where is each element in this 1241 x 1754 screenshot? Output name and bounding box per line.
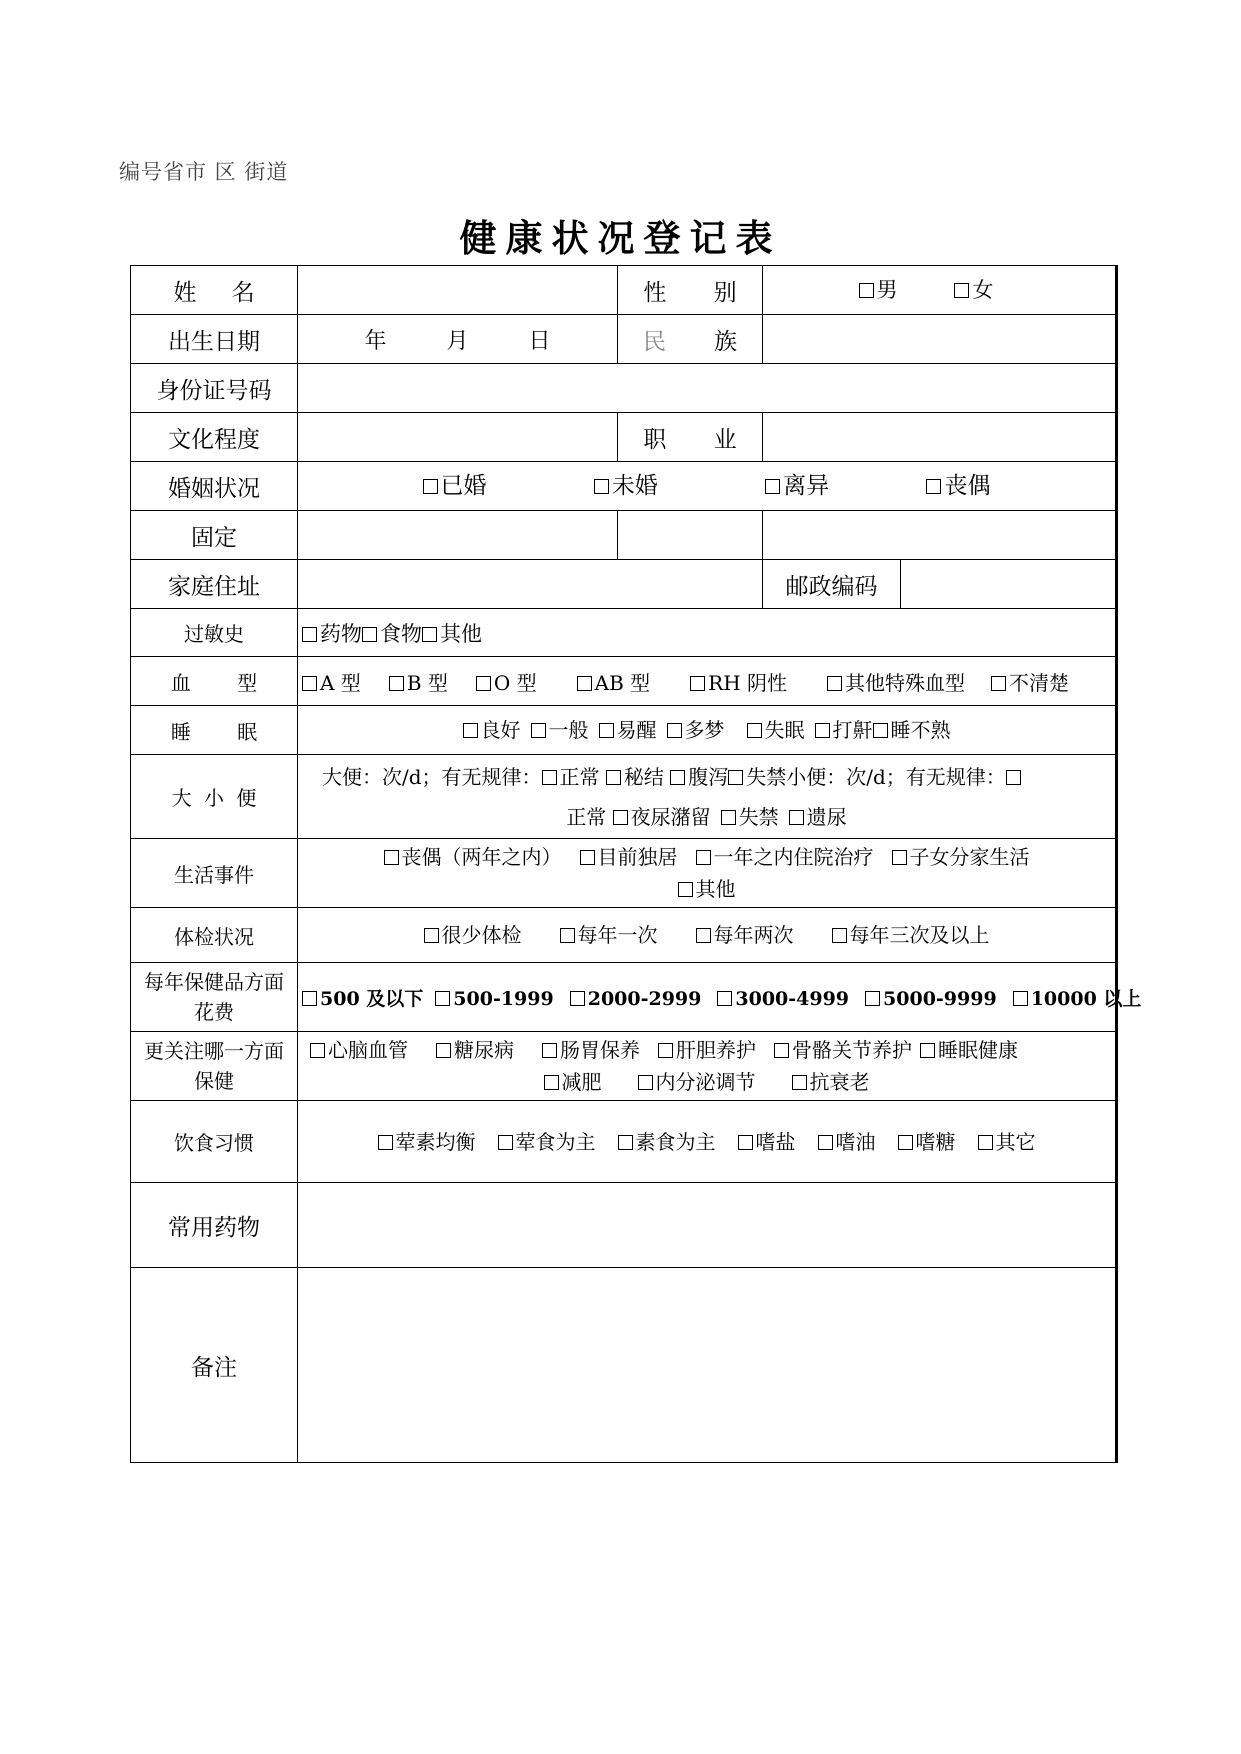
checkup-twice-option[interactable]: 每年两次: [696, 917, 794, 953]
checkbox-icon[interactable]: [302, 627, 317, 642]
blood-unknown-option[interactable]: 不清楚: [991, 667, 1069, 696]
focus-sleep-option[interactable]: 睡眠健康: [920, 1034, 1018, 1066]
allergy-food-option[interactable]: 食物: [362, 622, 422, 646]
spending-4999-option[interactable]: 3000-4999: [717, 988, 849, 1010]
checkbox-icon[interactable]: [424, 928, 439, 943]
marital-label: 婚姻状况: [131, 462, 298, 511]
checkbox-icon[interactable]: [422, 627, 437, 642]
address-field[interactable]: [298, 560, 763, 609]
sleep-label: 睡 眠: [131, 706, 298, 755]
address-label: 家庭住址: [131, 560, 298, 609]
checkbox-icon[interactable]: [580, 850, 595, 865]
checkbox-icon[interactable]: [859, 283, 874, 298]
checkbox-icon[interactable]: [696, 928, 711, 943]
stool-diarrhea-option[interactable]: 腹泻: [670, 765, 728, 789]
sleep-dream-option[interactable]: 多梦: [667, 712, 725, 748]
checkbox-icon[interactable]: [815, 723, 830, 738]
checkbox-icon[interactable]: [690, 676, 705, 691]
checkup-thrice-option[interactable]: 每年三次及以上: [832, 917, 990, 953]
focus-label: 更关注哪一方面 保健: [131, 1032, 298, 1101]
health-registration-table: [130, 265, 1142, 1463]
focus-options: [298, 1032, 1117, 1101]
checkbox-icon[interactable]: [926, 479, 941, 494]
blood-label: 血 型: [131, 657, 298, 706]
checkup-options: [298, 908, 1117, 963]
checkbox-icon[interactable]: [747, 723, 762, 738]
document-number-line: 编号省市 区 街道: [119, 160, 289, 184]
checkbox-icon[interactable]: [954, 283, 969, 298]
focus-diabetes-option[interactable]: 糖尿病: [436, 1034, 514, 1066]
checkbox-icon[interactable]: [463, 723, 478, 738]
focus-weight-option[interactable]: 减肥: [544, 1066, 602, 1098]
fixed-field-c[interactable]: [763, 511, 1117, 560]
checkbox-icon[interactable]: [832, 928, 847, 943]
form-title: 健康状况登记表: [459, 217, 782, 260]
spending-9999-option[interactable]: 5000-9999: [865, 988, 997, 1010]
blood-a-option[interactable]: A 型: [302, 667, 361, 696]
remarks-field[interactable]: [298, 1268, 1117, 1463]
urine-incontinence-option[interactable]: 失禁: [721, 797, 779, 837]
checkbox-icon[interactable]: [384, 850, 399, 865]
focus-aging-option[interactable]: 抗衰老: [792, 1066, 870, 1098]
remarks-label: 备注: [131, 1268, 298, 1463]
life-hospital-option[interactable]: 一年之内住院治疗: [696, 841, 874, 873]
diet-label: 饮食习惯: [131, 1101, 298, 1183]
gender-female-option[interactable]: 女: [954, 272, 993, 308]
checkbox-icon[interactable]: [738, 1135, 753, 1150]
checkbox-icon[interactable]: [920, 1043, 935, 1058]
marital-single-option[interactable]: 未婚: [594, 468, 658, 504]
blood-rh-option[interactable]: RH 阴性: [690, 667, 787, 696]
ethnicity-label: 民 族: [618, 315, 763, 364]
spending-2999-option[interactable]: 2000-2999: [570, 988, 702, 1010]
diet-salt-option[interactable]: 嗜盐: [738, 1124, 796, 1160]
checkup-rarely-option[interactable]: 很少体检: [424, 917, 522, 953]
checkbox-icon[interactable]: [892, 850, 907, 865]
ethnicity-field[interactable]: [763, 315, 1117, 364]
checkbox-icon[interactable]: [594, 479, 609, 494]
checkbox-icon[interactable]: [765, 479, 780, 494]
gender-label: 性 别: [618, 266, 763, 315]
checkbox-icon[interactable]: [544, 1075, 559, 1090]
marital-options: [298, 462, 1117, 511]
checkbox-icon[interactable]: [310, 1043, 325, 1058]
urine-enuresis-option[interactable]: 遗尿: [789, 797, 847, 837]
birth-label: 出生日期: [131, 315, 298, 364]
checkbox-icon[interactable]: [423, 479, 438, 494]
urine-nocturia-option[interactable]: 夜尿潴留: [613, 797, 711, 837]
checkbox-icon[interactable]: [476, 676, 491, 691]
fixed-label: 固定: [131, 511, 298, 560]
occupation-label: 职 业: [618, 413, 763, 462]
name-label: 姓 名: [131, 266, 298, 315]
checkbox-icon[interactable]: [717, 991, 732, 1006]
checkbox-icon[interactable]: [542, 1043, 557, 1058]
allergy-options: [298, 609, 1117, 657]
checkbox-icon[interactable]: [678, 882, 693, 897]
blood-options: [298, 657, 1117, 706]
checkbox-icon[interactable]: [991, 676, 1006, 691]
allergy-drug-option[interactable]: 药物: [302, 622, 362, 646]
spending-10000-option[interactable]: 10000 以上: [1013, 984, 1142, 1011]
checkbox-icon[interactable]: [696, 850, 711, 865]
checkbox-icon[interactable]: [378, 1135, 393, 1150]
fixed-field-b[interactable]: [618, 511, 763, 560]
checkbox-icon[interactable]: [865, 991, 880, 1006]
focus-bone-option[interactable]: 骨骼关节养护: [774, 1034, 912, 1066]
id-number-field[interactable]: [298, 364, 1117, 413]
checkup-label: 体检状况: [131, 908, 298, 963]
fixed-field-a[interactable]: [298, 511, 618, 560]
checkbox-icon[interactable]: [774, 1043, 789, 1058]
blood-ab-option[interactable]: AB 型: [577, 667, 651, 696]
allergy-label: 过敏史: [131, 609, 298, 657]
checkbox-icon[interactable]: [362, 627, 377, 642]
diet-balanced-option[interactable]: 荤素均衡: [378, 1124, 476, 1160]
checkbox-icon[interactable]: [599, 723, 614, 738]
checkbox-icon[interactable]: [1013, 991, 1028, 1006]
checkbox-icon[interactable]: [792, 1075, 807, 1090]
life-widowed-option[interactable]: 丧偶（两年之内）: [384, 841, 562, 873]
sleep-options: [298, 706, 1117, 755]
education-label: 文化程度: [131, 413, 298, 462]
diet-options: [298, 1101, 1117, 1183]
meds-label: 常用药物: [131, 1183, 298, 1268]
diet-sugar-option[interactable]: 嗜糖: [898, 1124, 956, 1160]
blood-b-option[interactable]: B 型: [389, 667, 448, 696]
checkbox-icon[interactable]: [577, 676, 592, 691]
checkbox-icon[interactable]: [898, 1135, 913, 1150]
marital-married-option[interactable]: 已婚: [423, 468, 487, 504]
checkbox-icon[interactable]: [618, 1135, 633, 1150]
checkbox-icon[interactable]: [498, 1135, 513, 1150]
checkbox-icon[interactable]: [638, 1075, 653, 1090]
occupation-field[interactable]: [763, 413, 1117, 462]
focus-cardio-option[interactable]: 心脑血管: [310, 1034, 408, 1066]
sleep-good-option[interactable]: 良好: [463, 712, 521, 748]
gender-male-option[interactable]: 男: [859, 272, 898, 308]
focus-gut-option[interactable]: 肠胃保养: [542, 1034, 640, 1066]
checkup-once-option[interactable]: 每年一次: [560, 917, 658, 953]
checkbox-icon[interactable]: [606, 770, 621, 785]
checkbox-icon[interactable]: [435, 991, 450, 1006]
blood-o-option[interactable]: O 型: [476, 667, 537, 696]
sleep-light-option[interactable]: 睡不熟: [873, 712, 951, 748]
stool-normal-option[interactable]: 正常: [542, 765, 600, 789]
diet-oil-option[interactable]: 嗜油: [818, 1124, 876, 1160]
checkbox-icon[interactable]: [389, 676, 404, 691]
life-events-options: [298, 839, 1117, 908]
checkbox-icon[interactable]: [302, 991, 317, 1006]
spending-1999-option[interactable]: 500-1999: [435, 988, 553, 1010]
checkbox-icon[interactable]: [728, 770, 743, 785]
checkbox-icon[interactable]: [302, 676, 317, 691]
checkbox-icon[interactable]: [560, 928, 575, 943]
sleep-snore-option[interactable]: 打鼾: [815, 712, 873, 748]
excretion-label: 大 小 便: [131, 755, 298, 839]
sleep-normal-option[interactable]: 一般: [531, 712, 589, 748]
gender-options: [763, 266, 1117, 315]
checkbox-icon[interactable]: [542, 770, 557, 785]
id-number-label: 身份证号码: [131, 364, 298, 413]
diet-meat-option[interactable]: 荤食为主: [498, 1124, 596, 1160]
checkbox-icon[interactable]: [613, 810, 628, 825]
marital-widowed-option[interactable]: 丧偶: [926, 468, 990, 504]
life-alone-option[interactable]: 目前独居: [580, 841, 678, 873]
checkbox-icon[interactable]: [436, 1043, 451, 1058]
checkbox-icon[interactable]: [670, 770, 685, 785]
spending-options: [298, 963, 1142, 1032]
spending-label: 每年保健品方面 花费: [131, 963, 298, 1032]
checkbox-icon[interactable]: [789, 810, 804, 825]
sleep-insomnia-option[interactable]: 失眠: [747, 712, 805, 748]
education-field[interactable]: [298, 413, 618, 462]
excretion-options: 大便：次/d；有无规律： 正常 秘结 腹泻 失禁小便：次/d；有无规律： 正常 夜尿潴留 失禁 遗尿: [298, 755, 1117, 839]
checkbox-icon[interactable]: [827, 676, 842, 691]
urine-normal-checkbox-icon[interactable]: [1006, 770, 1021, 785]
stool-constipated-option[interactable]: 秘结: [606, 765, 664, 789]
spending-500-option[interactable]: 500 及以下: [302, 984, 423, 1011]
marital-divorced-option[interactable]: 离异: [765, 468, 829, 504]
checkbox-icon[interactable]: [721, 810, 736, 825]
name-field[interactable]: [298, 266, 618, 315]
sleep-wake-option[interactable]: 易醒: [599, 712, 657, 748]
checkbox-icon[interactable]: [658, 1043, 673, 1058]
life-other-option[interactable]: 其他: [678, 873, 736, 905]
stool-incontinent-option[interactable]: 失禁小便：次/d；有无规律：: [728, 765, 1006, 789]
checkbox-icon[interactable]: [978, 1135, 993, 1150]
checkbox-icon[interactable]: [667, 723, 682, 738]
focus-endocrine-option[interactable]: 内分泌调节: [638, 1066, 756, 1098]
blood-special-option[interactable]: 其他特殊血型: [827, 667, 965, 696]
life-events-label: 生活事件: [131, 839, 298, 908]
life-children-option[interactable]: 子女分家生活: [892, 841, 1030, 873]
checkbox-icon[interactable]: [570, 991, 585, 1006]
meds-field[interactable]: [298, 1183, 1117, 1268]
postcode-label: 邮政编码: [763, 560, 901, 609]
allergy-other-option[interactable]: 其他: [422, 622, 482, 646]
checkbox-icon[interactable]: [873, 723, 888, 738]
birth-date-field[interactable]: 年 月 日: [298, 315, 618, 364]
postcode-field[interactable]: [901, 560, 1117, 609]
diet-other-option[interactable]: 其它: [978, 1124, 1036, 1160]
diet-veg-option[interactable]: 素食为主: [618, 1124, 716, 1160]
checkbox-icon[interactable]: [531, 723, 546, 738]
focus-liver-option[interactable]: 肝胆养护: [658, 1034, 756, 1066]
checkbox-icon[interactable]: [818, 1135, 833, 1150]
